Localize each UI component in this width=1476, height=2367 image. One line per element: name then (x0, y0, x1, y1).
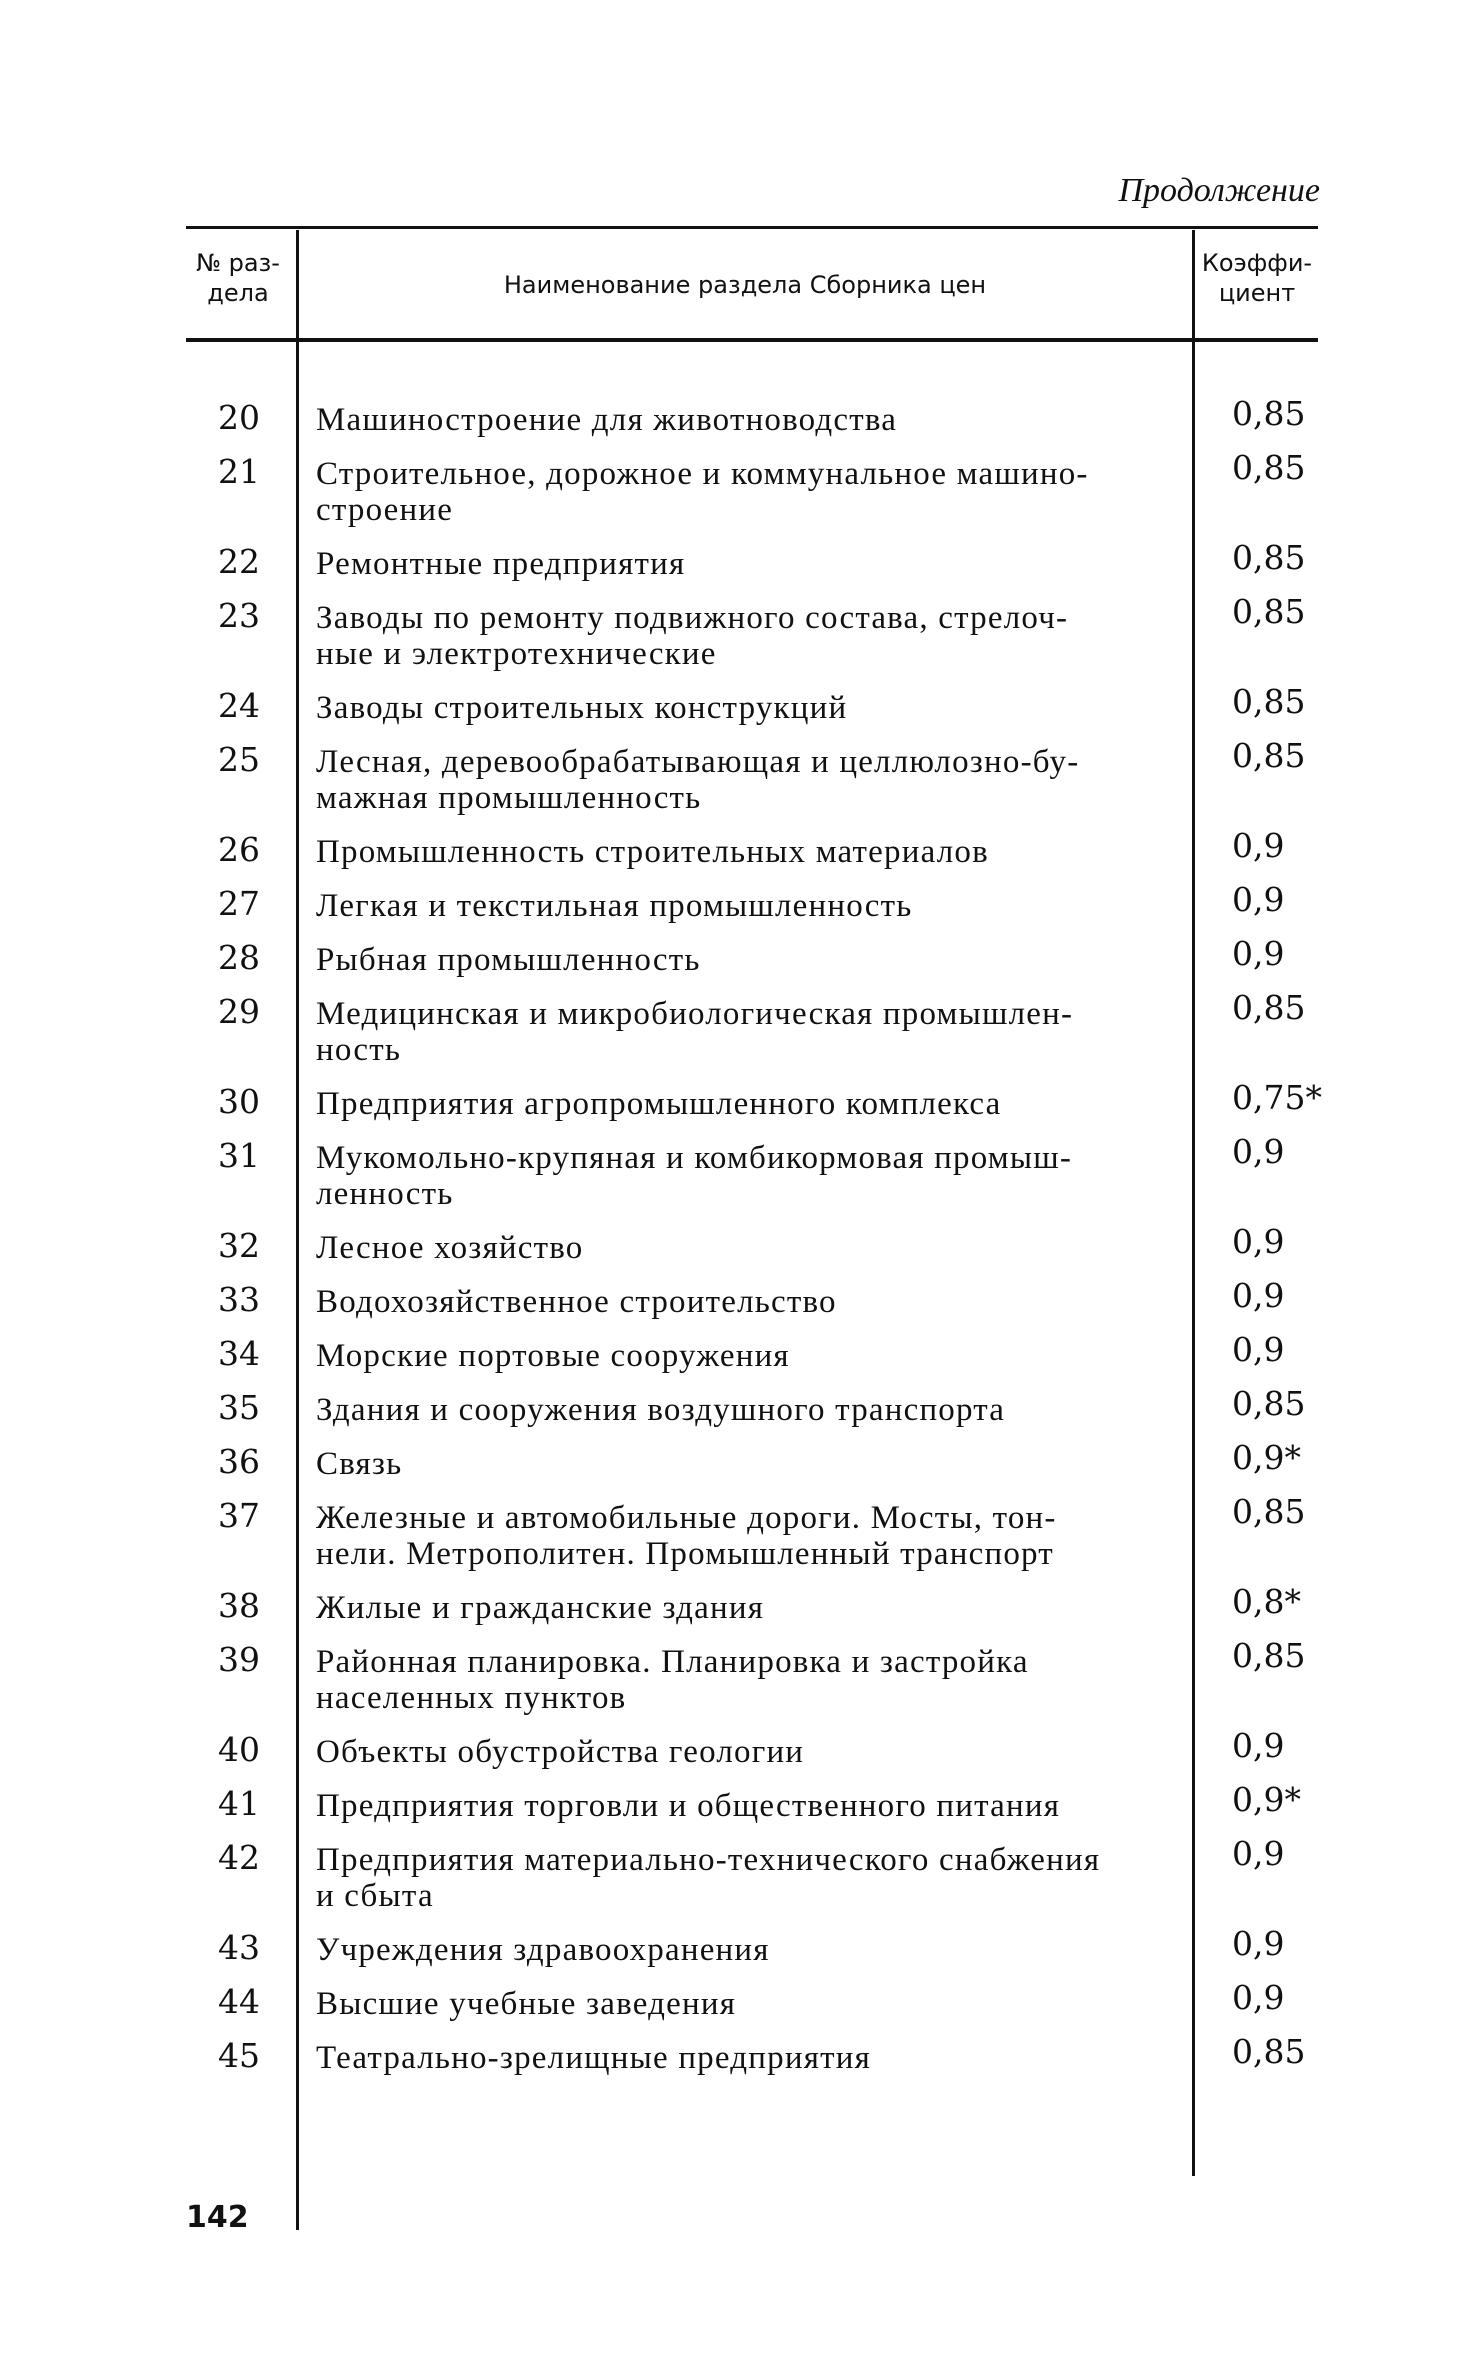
row-name: Заводы по ремонту подвижного состава, стрелоч- ные и электротехнические (316, 600, 1069, 672)
row-coefficient: 0,9 (1232, 1222, 1285, 1261)
row-number: 30 (218, 1082, 260, 1121)
row-name: Предприятия торговли и общественного питания (316, 1788, 1061, 1824)
row-number: 41 (218, 1784, 260, 1823)
column-divider-right (1192, 230, 1195, 2176)
row-name: Объекты обустройства геологии (316, 1734, 805, 1770)
header-number: № раз- дела (196, 249, 280, 307)
row-coefficient: 0,85 (1232, 448, 1306, 487)
row-coefficient: 0,85 (1232, 1636, 1306, 1675)
row-coefficient: 0,85 (1232, 682, 1306, 721)
row-number: 24 (218, 686, 260, 725)
row-number: 26 (218, 830, 260, 869)
row-coefficient: 0,9 (1232, 1132, 1285, 1171)
header-bottom-rule (186, 338, 1318, 342)
row-coefficient: 0,9 (1232, 1726, 1285, 1765)
row-coefficient: 0,9* (1232, 1780, 1301, 1819)
row-name: Высшие учебные заведения (316, 1986, 737, 2022)
row-coefficient: 0,9* (1232, 1438, 1301, 1477)
row-number: 45 (218, 2036, 260, 2075)
row-name: Медицинская и микробиологическая промышлен- ность (316, 996, 1074, 1068)
row-name: Связь (316, 1446, 403, 1482)
row-coefficient: 0,85 (1232, 2032, 1306, 2071)
row-number: 35 (218, 1388, 260, 1427)
row-number: 22 (218, 542, 260, 581)
row-coefficient: 0,9 (1232, 1276, 1285, 1315)
row-number: 27 (218, 884, 260, 923)
row-name: Лесная, деревообрабатывающая и целлюлозно-бу- мажная промышленность (316, 744, 1080, 816)
row-coefficient: 0,9 (1232, 880, 1285, 919)
row-coefficient: 0,85 (1232, 1384, 1306, 1423)
row-name: Машиностроение для животноводства (316, 402, 898, 438)
row-coefficient: 0,9 (1232, 826, 1285, 865)
row-name: Театрально-зрелищные предприятия (316, 2040, 871, 2076)
row-coefficient: 0,85 (1232, 1492, 1306, 1531)
row-number: 37 (218, 1496, 260, 1535)
row-coefficient: 0,85 (1232, 592, 1306, 631)
header-name: Наименование раздела Сборника цен (503, 271, 987, 299)
row-number: 39 (218, 1640, 260, 1679)
row-number: 25 (218, 740, 260, 779)
row-number: 43 (218, 1928, 260, 1967)
row-number: 40 (218, 1730, 260, 1769)
row-name: Районная планировка. Планировка и застройка населенных пунктов (316, 1644, 1029, 1716)
row-name: Строительное, дорожное и коммунальное машино- строение (316, 456, 1089, 528)
row-number: 42 (218, 1838, 260, 1877)
row-name: Рыбная промышленность (316, 942, 701, 978)
row-number: 36 (218, 1442, 260, 1481)
page-number: 142 (186, 2200, 249, 2235)
table-top-rule (186, 226, 1318, 229)
row-number: 38 (218, 1586, 260, 1625)
row-name: Здания и сооружения воздушного транспорта (316, 1392, 1006, 1428)
row-number: 29 (218, 992, 260, 1031)
column-divider-left (296, 230, 299, 2230)
row-number: 28 (218, 938, 260, 977)
row-coefficient: 0,85 (1232, 736, 1306, 775)
continued-label: Продолжение (1118, 172, 1320, 209)
row-number: 34 (218, 1334, 260, 1373)
row-name: Промышленность строительных материалов (316, 834, 989, 870)
row-coefficient: 0,9 (1232, 934, 1285, 973)
row-coefficient: 0,8* (1232, 1582, 1301, 1621)
row-number: 44 (218, 1982, 260, 2021)
row-number: 31 (218, 1136, 260, 1175)
row-name: Лесное хозяйство (316, 1230, 584, 1266)
row-name: Легкая и текстильная промышленность (316, 888, 913, 924)
row-coefficient: 0,9 (1232, 1978, 1285, 2017)
row-coefficient: 0,85 (1232, 988, 1306, 1027)
row-number: 32 (218, 1226, 260, 1265)
row-name: Ремонтные предприятия (316, 546, 686, 582)
row-coefficient: 0,9 (1232, 1924, 1285, 1963)
row-number: 23 (218, 596, 260, 635)
header-coefficient: Коэффи- циент (1201, 249, 1313, 307)
row-number: 33 (218, 1280, 260, 1319)
row-name: Заводы строительных конструкций (316, 690, 848, 726)
row-coefficient: 0,9 (1232, 1834, 1285, 1873)
row-name: Железные и автомобильные дороги. Мосты, тон- нели. Метрополитен. Промышленный транспорт (316, 1500, 1057, 1572)
row-coefficient: 0,85 (1232, 538, 1306, 577)
row-coefficient: 0,75* (1232, 1078, 1322, 1117)
row-number: 20 (218, 398, 260, 437)
row-name: Предприятия материально-технического снабжения и сбыта (316, 1842, 1101, 1914)
row-name: Жилые и гражданские здания (316, 1590, 765, 1626)
row-name: Водохозяйственное строительство (316, 1284, 837, 1320)
row-coefficient: 0,85 (1232, 394, 1306, 433)
row-name: Учреждения здравоохранения (316, 1932, 770, 1968)
row-name: Предприятия агропромышленного комплекса (316, 1086, 1002, 1122)
row-number: 21 (218, 452, 260, 491)
row-name: Морские портовые сооружения (316, 1338, 790, 1374)
row-name: Мукомольно-крупяная и комбикормовая промыш- ленность (316, 1140, 1073, 1212)
row-coefficient: 0,9 (1232, 1330, 1285, 1369)
